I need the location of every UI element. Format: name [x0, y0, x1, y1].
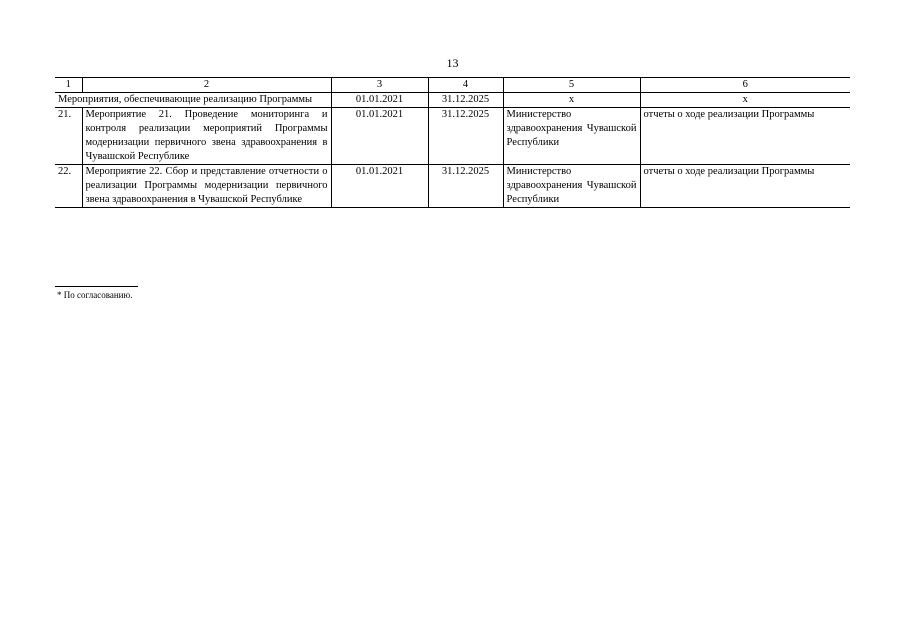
end-date: 31.12.2025: [428, 93, 503, 108]
row-number: 22.: [55, 165, 82, 208]
column-header: 5: [503, 78, 640, 93]
result: отчеты о ходе реализации Программы: [640, 165, 850, 208]
executor: Министерство здравоохранения Чувашской Республики: [503, 108, 640, 165]
executor: Министерство здравоохранения Чувашской Республики: [503, 165, 640, 208]
column-header: 1: [55, 78, 82, 93]
column-header: 4: [428, 78, 503, 93]
end-date: 31.12.2025: [428, 165, 503, 208]
result: x: [640, 93, 850, 108]
start-date: 01.01.2021: [331, 108, 428, 165]
end-date: 31.12.2025: [428, 108, 503, 165]
executor: x: [503, 93, 640, 108]
row-number: 21.: [55, 108, 82, 165]
measure-text: Мероприятие 21. Проведение мониторинга и контроля реализации мероприятий Программы модернизации первичного звена здравоохранения в Чувашской Республике: [82, 108, 331, 165]
footnote: * По согласованию.: [57, 290, 133, 300]
page-number: 13: [446, 56, 459, 70]
measures-table: [55, 77, 850, 208]
start-date: 01.01.2021: [331, 165, 428, 208]
table-row: [55, 93, 850, 108]
measure-text: Мероприятия, обеспечивающие реализацию Программы: [55, 93, 331, 108]
table-row: [55, 165, 850, 208]
column-header: 2: [82, 78, 331, 93]
table-row: [55, 108, 850, 165]
column-header: 6: [640, 78, 850, 93]
footnote-divider: [55, 286, 138, 287]
result: отчеты о ходе реализации Программы: [640, 108, 850, 165]
start-date: 01.01.2021: [331, 93, 428, 108]
table-header-row: [55, 78, 850, 93]
column-header: 3: [331, 78, 428, 93]
measure-text: Мероприятие 22. Сбор и представление отчетности о реализации Программы модернизации первичного звена здравоохранения в Чувашской Республике: [82, 165, 331, 208]
